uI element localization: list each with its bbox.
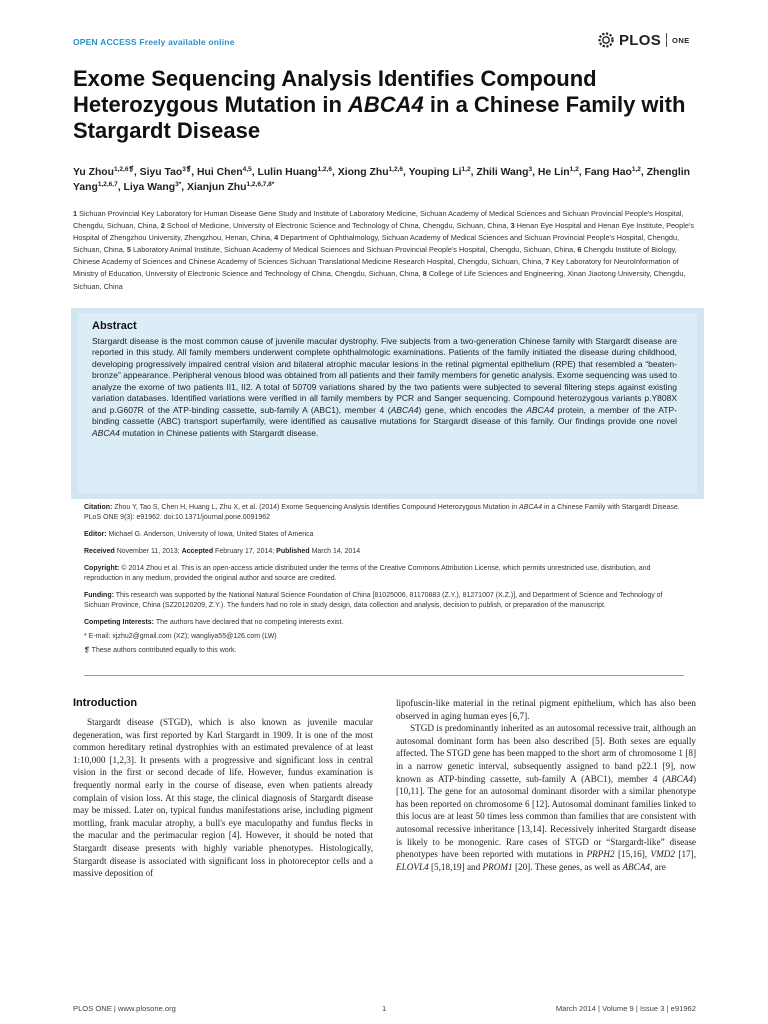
affiliation-item: 3 Henan Eye Hospital and Henan Eye Institute, People's Hospital of Zhengzhou University, Zhengzhou, Henan, China, [73, 221, 695, 243]
intro-paragraph-2: STGD is predominantly inherited as an autosomal recessive trait, although an autosomal dominant form has been also described [5]. Both sexes are equally affected. The STGD gene has been mapped to the short arm of chromosome 1 [8] in a narrow genetic interval, subsequently assigned to band p22.1 [9], now known as ATP-binding cassette, sub-family A (ABC1), member 4 (ABCA4) [10,11]. The gene for an autosomal dominant disorder with a similar phenotype has been reported on chromosome 6 [12]. Autosomal dominant families linked to this locus are at least 50 times less common than families that are consistent with autosomal recessive inheritance [13,14]. Recessively inherited Stargardt disease is likely to be monogenic. Rare cases of STGD or “Stargardt-like” disease phenotypes have been reported with mutations in PRPH2 [15,16], VMD2 [17], ELOVL4 [5,18,19] and PROM1 [20]. These genes, as well as ABCA4, are [396, 723, 696, 872]
footer-issue: March 2014 | Volume 9 | Issue 3 | e91962 [555, 1004, 696, 1013]
author-name: Liya Wang$^{3*}$ [123, 181, 182, 193]
author-name: Lulin Huang$^{1,2,6}$ [257, 166, 332, 178]
plos-gear-icon [597, 31, 615, 49]
article-metadata [84, 503, 684, 656]
funding: Funding: This research was supported by the National Natural Science Foundation of China [81025006, 81170883 (Z.Y.), 81271007 (X.Z.)], and Department of Science and Technology of Sichuan Province, China (SZ20120209, Z.Y.). The funders had no role in study design, data collection and analysis, decision to publish, or preparation of the manuscript. [84, 592, 663, 609]
author-name: Yu Zhou$^{1,2,6❡}$ [73, 166, 134, 178]
author-name: Siyu Tao$^{3❡}$ [139, 166, 192, 178]
equal-contribution-note: ❡ These authors contributed equally to this work. [84, 647, 237, 654]
dates: Received November 11, 2013; Accepted February 17, 2014; Published March 14, 2014 [84, 548, 361, 555]
plos-one-logo [597, 30, 690, 50]
footer-page-number: 1 [382, 1004, 387, 1013]
footer-journal: PLOS ONE | www.plosone.org [73, 1004, 176, 1013]
affiliations [73, 208, 703, 293]
author-name: Hui Chen$^{4,5}$ [197, 166, 252, 178]
author-name: Xianjun Zhu$^{1,2,6,7,8*}$ [187, 181, 275, 193]
author-name: Xiong Zhu$^{1,2,6}$ [337, 166, 404, 178]
intro-paragraph-continued: lipofuscin-like material in the retinal pigment epithelium, which has also been observed in aging human eyes [6,7]. [396, 698, 696, 721]
logo-divider [666, 33, 667, 47]
open-access-label: OPEN ACCESS Freely available online [73, 37, 235, 47]
title-gene: ABCA4 [348, 92, 424, 117]
author-name: Zhenglin Yang$^{1,2,6,7}$ [73, 167, 690, 193]
section-heading-introduction: Introduction [73, 697, 138, 709]
copyright: Copyright: © 2014 Zhou et al. This is an open-access article distributed under the terms of the Creative Commons Attribution License, which permits unrestricted use, distribution, and reproduction in any medium, provided the original author and source are credited. [84, 565, 651, 582]
left-column-text [73, 716, 373, 880]
abstract-heading: Abstract [92, 320, 137, 332]
intro-paragraph-1: Stargardt disease (STGD), which is also known as juvenile macular degeneration, was first reported by Karl Stargardt in 1909. It is one of the most common hereditary retinal dystrophies with an estimated prevalence of at least 1:10,000 [1,2,3]. It presents with a progressive and significant loss in central vision in the first or second decade of life. However, fundus examination is frequently normal early in the course of disease, even when patients already complain of vision loss. At this stage, the clinical diagnosis of Stargardt disease may be missed. Later on, typical fundus manifestations arise, including pigment mottling, frank macular atrophy, a bull's eye maculopathy and fundus flecks in the macular and the perimacular region [4]. However, it should be noted that Stargardt disease presents with highly variable phenotypes. Histologically, Stargardt disease is associated with significant loss in photoreceptor cells and a massive deposition of [73, 717, 373, 879]
author-name: Youping Li$^{1,2}$ [408, 166, 471, 178]
affiliation-item: 4 Department of Ophthalmology, Sichuan Academy of Medical Sciences and Sichuan Provincial People's Hospital, Chengdu, Sichuan, China, [73, 233, 680, 255]
plos-wordmark: PLOS [619, 31, 662, 49]
citation: Citation: Zhou Y, Tao S, Chen H, Huang L, Zhu X, et al. (2014) Exome Sequencing Analysis Identifies Compound Heterozygous Mutation in ABCA4 in a Chinese Family with Stargardt Disease. PLoS ONE 9(3): e91962. doi:10.1371/journal.pone.0091962 [84, 504, 680, 521]
affiliation-item: 8 College of Life Sciences and Engineering, Xinan Jiaotong University, Chengdu, Sichuan, China [73, 269, 686, 291]
affiliation-item: 1 Sichuan Provincial Key Laboratory for Human Disease Gene Study and Institute of Laboratory Medicine, Sichuan Academy of Medical Sciences and Sichuan Provincial People's Hospital, Chengdu, Sichuan, China, [73, 209, 684, 231]
author-list: Yu Zhou$^{1,2,6❡}$, Siyu Tao$^{3❡}$, Hui Chen$^{4,5}$, Lulin Huang$^{1,2,6}$, Xiong Zhu$^{1,2,6}$, Youping Li$^{1,2}$, Zhili Wang$^3$, He Lin$^{1,2}$, Fang Hao$^{1,2}$, Zhenglin Yang$^{1,2,6,7}$, Liya Wang$^{3*}$, Xianjun Zhu$^{1,2,6,7,8*}$ [73, 166, 690, 193]
right-column-text [396, 697, 696, 873]
article-title: Exome Sequencing Analysis Identifies Compound Heterozygous Mutation in ABCA4 in a Chinese Family with Stargardt Disease [73, 66, 686, 143]
competing-interests: Competing Interests: The authors have declared that no competing interests exist. [84, 619, 344, 626]
affiliation-item: 6 Chengdu Institute of Biology, Chinese Academy of Sciences and Chinese Academy of Sciences Sichuan Translational Medicine Research Hospital, Chengdu, Sichuan, China, [73, 245, 677, 267]
metadata-divider [84, 675, 684, 676]
open-access-banner [73, 37, 235, 47]
affiliation-item: 7 Key Laboratory for NeuroInformation of Ministry of Education, University of Electronic Science and Technology of China, Chengdu, Sichuan, China, [73, 257, 679, 279]
author-name: Zhili Wang$^3$ [476, 166, 533, 178]
author-name: Fang Hao$^{1,2}$ [584, 166, 641, 178]
editor: Editor: Michael G. Anderson, University of Iowa, United States of America [84, 531, 314, 538]
contact-email: * E-mail: xjzhu2@gmail.com (XZ); wangliya55@126.com (LW) [84, 633, 277, 640]
plos-one-label: ONE [672, 35, 690, 45]
affiliation-item: 2 School of Medicine, University of Electronic Science and Technology of China, Chengdu, Sichuan, China, [160, 221, 511, 231]
abstract-text: Stargardt disease is the most common cause of juvenile macular dystrophy. Five subjects from a two-generation Chinese family with Stargardt disease are reported in this study. All family members underwent complete ophthalmologic examinations. Patients of the family initiated the disease during childhood, developing progressively impaired central vision and bilateral atrophic macular lesions in the retinal pigmental epithelium (RPE) that resembled a “beaten-bronze” appearance. Peripheral venous blood was obtained from all patients and their family members for genetic analysis. Exome sequencing was used to analyze the exome of two patients II1, II2. A total of 50709 variations shared by the two patients were subjected to several filtering steps against existing variation databases. Identified variations were verified in all family members by PCR and Sanger sequencing. Compound heterozygous variants p.Y808X and p.G607R of the ATP-binding cassette, sub-family A (ABC1), member 4 (ABCA4) gene, which encodes the ABCA4 protein, a member of the ATP-binding cassette (ABC) transport superfamily, were identified as causative mutations for Stargardt disease of this family. Our findings provide one novel ABCA4 mutation in Chinese patients with Stargardt disease. [92, 336, 678, 438]
author-name: He Lin$^{1,2}$ [537, 166, 579, 178]
affiliation-item: 5 Laboratory Animal Institute, Sichuan Academy of Medical Sciences and Sichuan Provincial People's Hospital, Chengdu, Sichuan, China, [126, 245, 578, 255]
